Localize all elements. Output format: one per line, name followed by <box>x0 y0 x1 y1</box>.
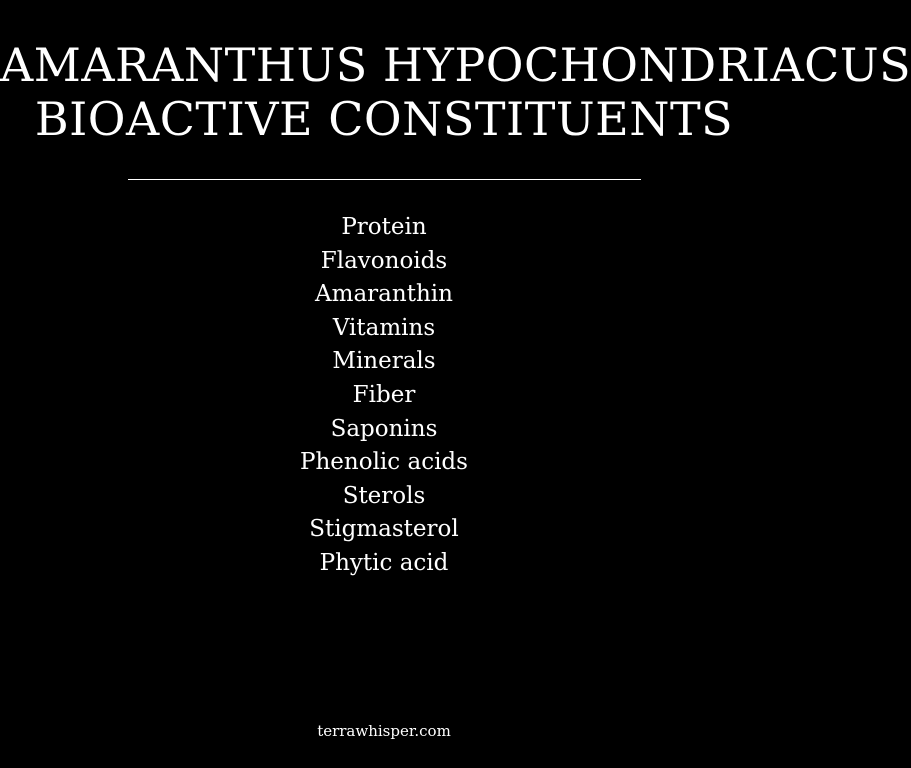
list-item: Phenolic acids <box>300 449 468 476</box>
list-item: Flavonoids <box>320 247 448 274</box>
title-line-2: BIOACTIVE CONSTITUENTS <box>34 92 734 146</box>
page-title <box>0 38 911 146</box>
list-item: Stigmasterol <box>309 516 459 543</box>
site-credit: terrawhisper.com <box>317 722 451 740</box>
title-divider <box>128 179 641 180</box>
list-item: Vitamins <box>332 314 436 341</box>
list-item: Fiber <box>352 381 416 408</box>
list-item: Protein <box>341 214 427 240</box>
list-item: Amaranthin <box>315 281 453 308</box>
list-item: Saponins <box>330 415 438 442</box>
list-item: Minerals <box>332 348 436 375</box>
title-line-1: AMARANTHUS HYPOCHONDRIACUS <box>0 38 911 92</box>
list-item: Phytic acid <box>319 549 449 576</box>
list-item: Sterols <box>342 482 426 509</box>
constituents-list <box>0 211 768 581</box>
